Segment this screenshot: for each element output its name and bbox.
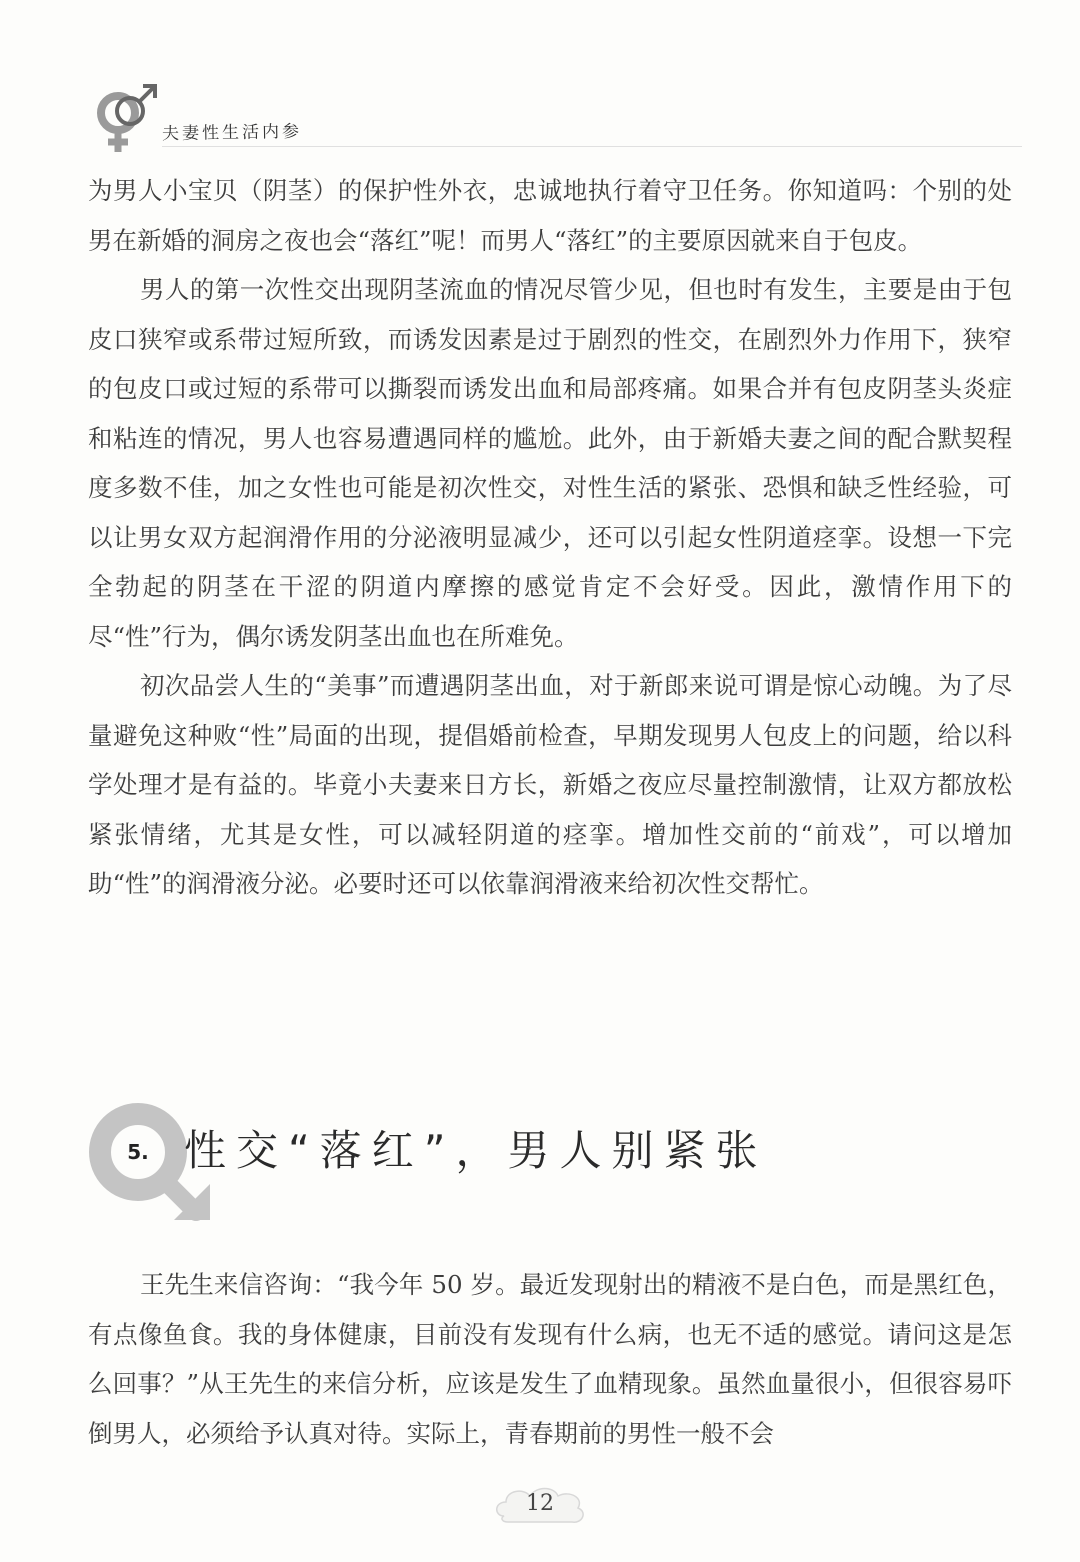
- running-title: 夫妻性生活内参: [161, 121, 303, 145]
- section-number: 5.: [127, 1140, 149, 1164]
- body-text-bottom: [88, 1260, 1012, 1458]
- section-heading: [88, 1096, 788, 1226]
- paragraph: 为男人小宝贝（阴茎）的保护性外衣，忠诚地执行着守卫任务。你知道吗：个别的处男在新婚的洞房之夜也会“落红”呢！而男人“落红”的主要原因就来自于包皮。: [88, 176, 1012, 255]
- body-text-top: [88, 166, 1012, 909]
- header-divider: [162, 146, 1022, 147]
- section-title: 性交“落红”，男人别紧张: [184, 1126, 768, 1175]
- gender-symbols-icon: [88, 78, 168, 158]
- paragraph: 初次品尝人生的“美事”而遭遇阴茎出血，对于新郎来说可谓是惊心动魄。为了尽量避免这种败“性”局面的出现，提倡婚前检查，早期发现男人包皮上的问题，给以科学处理才是有益的。毕竟小夫妻来日方长，新婚之夜应尽量控制激情，让双方都放松紧张情绪，尤其是女性，可以减轻阴道的痉挛。增加性交前的“前戏”，可以增加助“性”的润滑液分泌。必要时还可以依靠润滑液来给初次性交帮忙。: [88, 671, 1012, 898]
- page-footer: [490, 1480, 590, 1530]
- paragraph: 王先生来信咨询：“我今年 50 岁。最近发现射出的精液不是白色，而是黑红色，有点像鱼食。我的身体健康，目前没有发现有什么病，也无不适的感觉。请问这是怎么回事？”从王先生的来信分析，应该是发生了血精现象。虽然血量很小，但很容易吓倒男人，必须给予认真对待。实际上，青春期前的男性一般不会: [88, 1270, 1012, 1448]
- page-header: [88, 78, 1018, 158]
- page-number: 12: [526, 1491, 554, 1516]
- paragraph: 男人的第一次性交出现阴茎流血的情况尽管少见，但也时有发生，主要是由于包皮口狭窄或系带过短所致，而诱发因素是过于剧烈的性交，在剧烈外力作用下，狭窄的包皮口或过短的系带可以撕裂而诱发出血和局部疼痛。如果合并有包皮阴茎头炎症和粘连的情况，男人也容易遭遇同样的尴尬。此外，由于新婚夫妻之间的配合默契程度多数不佳，加之女性也可能是初次性交，对性生活的紧张、恐惧和缺乏性经验，可以让男女双方起润滑作用的分泌液明显减少，还可以引起女性阴道痉挛。设想一下完全勃起的阴茎在干涩的阴道内摩擦的感觉肯定不会好受。因此，激情作用下的尽“性”行为，偶尔诱发阴茎出血也在所难免。: [88, 275, 1012, 651]
